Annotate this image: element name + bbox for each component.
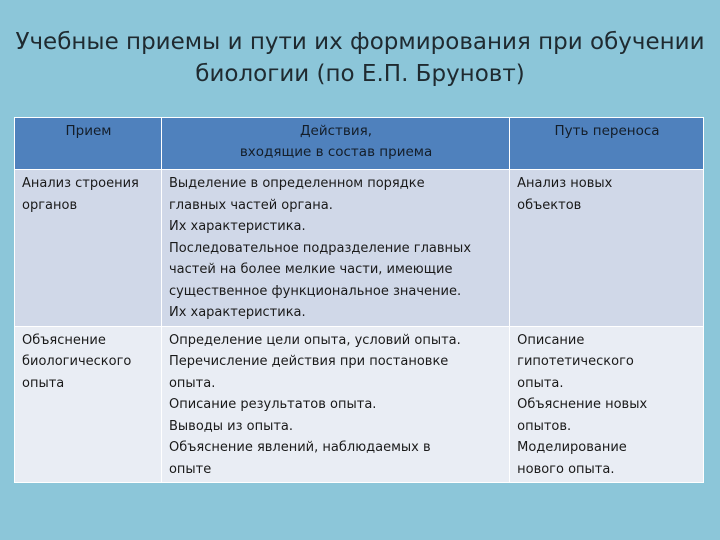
row-2-actions-cell bbox=[161, 326, 509, 483]
slide-title-line-2: биологии (по Е.П. Бруновт) bbox=[195, 61, 525, 87]
cell-line: опыте bbox=[168, 461, 212, 477]
cell-line: Описание результатов опыта. bbox=[168, 397, 377, 412]
row-2-technique-cell bbox=[15, 326, 162, 483]
header-technique-label: Прием bbox=[65, 123, 112, 139]
cell-line: Объяснение новых bbox=[517, 397, 648, 412]
cell-line: Определение цели опыта, условий опыта. bbox=[168, 332, 461, 348]
cell-line: Выделение в определенном порядке bbox=[168, 176, 425, 191]
row-1-actions-cell bbox=[161, 170, 509, 327]
header-actions-label-1: Действия, bbox=[300, 123, 373, 139]
row-2-transfer-cell bbox=[510, 326, 704, 483]
table-row bbox=[15, 170, 704, 327]
table-row bbox=[15, 326, 704, 483]
slide-title-line-1: Учебные приемы и пути их формирования при обучении bbox=[15, 29, 705, 55]
techniques-table bbox=[14, 117, 704, 483]
cell-line: опыта bbox=[22, 375, 65, 391]
cell-line: частей на более мелкие части, имеющие bbox=[168, 262, 453, 277]
table-header-row bbox=[15, 118, 704, 170]
cell-line: Моделирование bbox=[517, 440, 627, 455]
cell-line: Их характеристика. bbox=[168, 305, 306, 320]
cell-line: объектов bbox=[517, 197, 582, 213]
header-technique bbox=[15, 118, 162, 170]
cell-line: Описание bbox=[517, 332, 585, 348]
cell-line: гипотетического bbox=[517, 354, 634, 369]
cell-line: органов bbox=[22, 197, 78, 213]
cell-line: Анализ новых bbox=[517, 176, 613, 191]
cell-line: опытов. bbox=[517, 418, 572, 434]
cell-line: существенное функциональное значение. bbox=[168, 283, 462, 299]
row-1-transfer-cell bbox=[510, 170, 704, 327]
cell-line: опыта. bbox=[168, 375, 216, 391]
cell-line: Объяснение bbox=[22, 332, 106, 348]
cell-line: нового опыта. bbox=[517, 461, 615, 477]
slide-title bbox=[0, 26, 720, 90]
cell-line: Их характеристика. bbox=[168, 219, 306, 234]
cell-line: Объяснение явлений, наблюдаемых в bbox=[168, 440, 431, 455]
header-actions bbox=[161, 118, 509, 170]
cell-line: Выводы из опыта. bbox=[168, 418, 294, 434]
header-transfer-path-label: Путь переноса bbox=[554, 123, 660, 139]
cell-line: Перечисление действия при постановке bbox=[168, 354, 449, 369]
header-actions-label-2: входящие в состав приема bbox=[239, 144, 433, 160]
cell-line: биологического bbox=[22, 354, 132, 369]
cell-line: Последовательное подразделение главных bbox=[168, 240, 472, 256]
cell-line: Анализ строения bbox=[22, 176, 139, 191]
cell-line: опыта. bbox=[517, 375, 564, 391]
cell-line: главных частей органа. bbox=[168, 197, 333, 213]
row-1-technique-cell bbox=[15, 170, 162, 327]
header-transfer-path bbox=[510, 118, 704, 170]
